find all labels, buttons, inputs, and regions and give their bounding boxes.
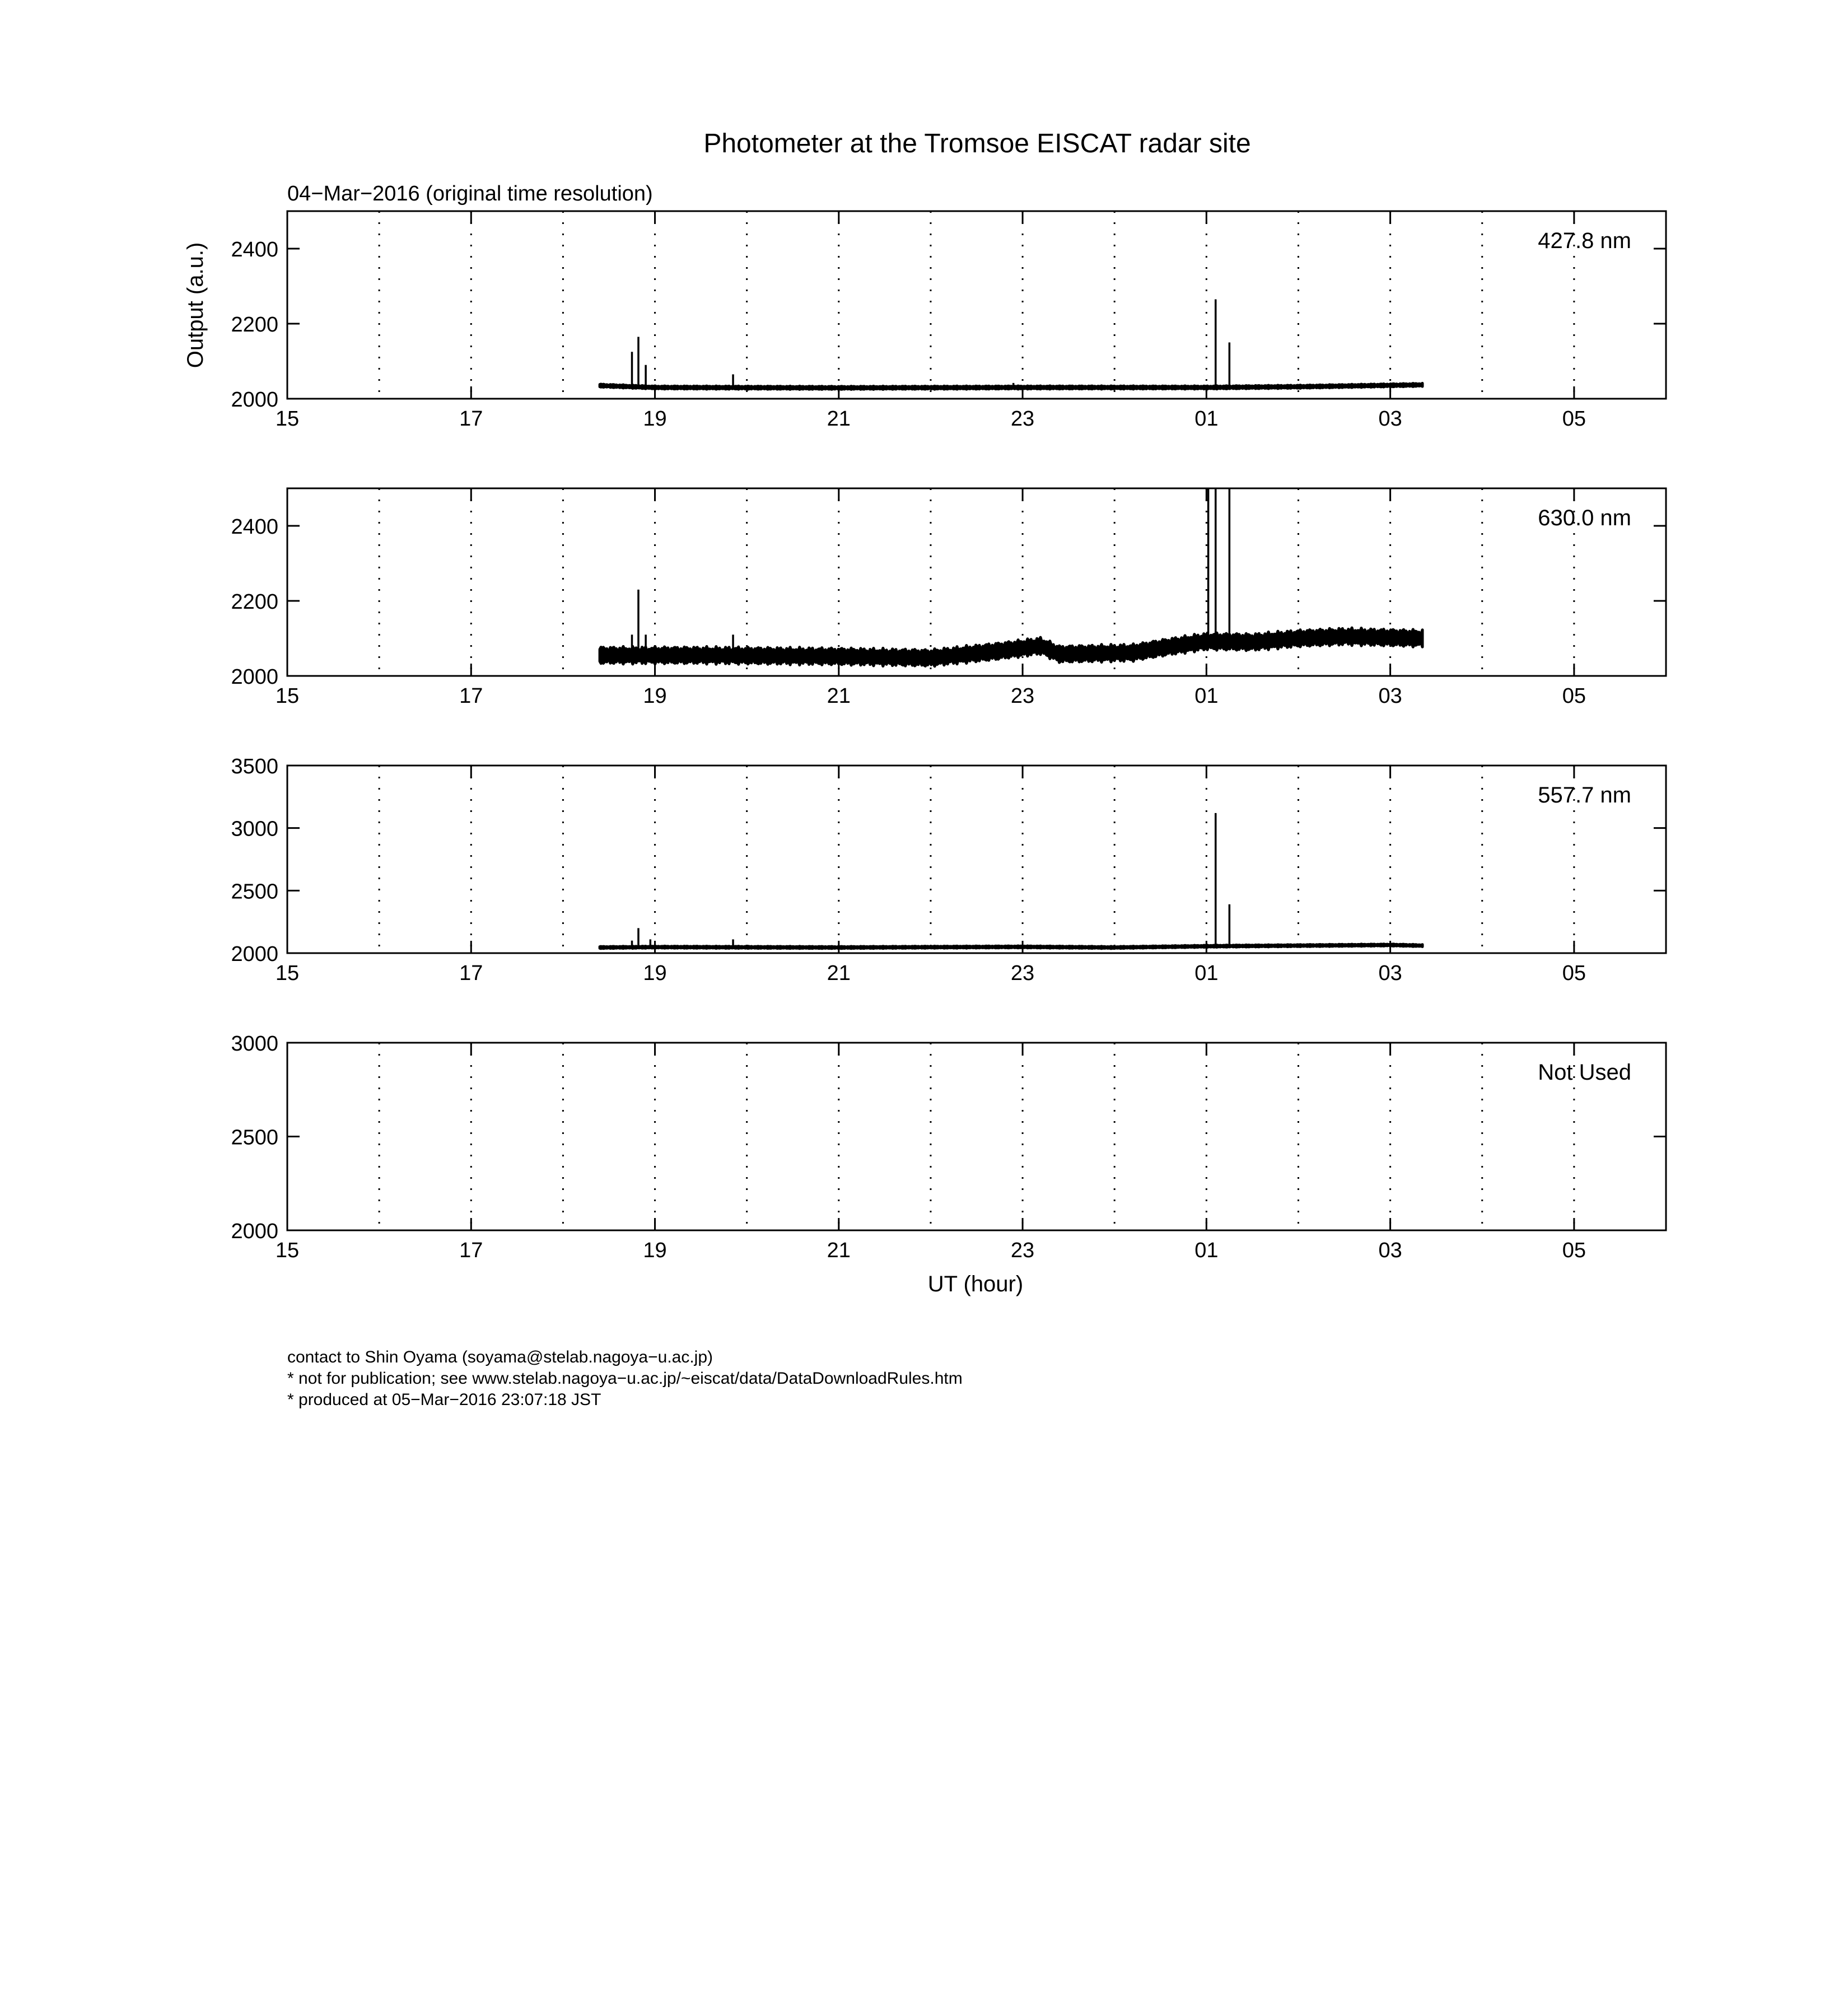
y-tick-label: 2000 — [231, 388, 278, 412]
panel-1 — [231, 211, 1666, 431]
y-tick-label: 3000 — [231, 1032, 278, 1056]
y-tick-label: 3500 — [231, 755, 278, 778]
y-tick-label: 2500 — [231, 1126, 278, 1150]
panel-label: Not Used — [1538, 1060, 1631, 1085]
series-trace — [600, 383, 1422, 389]
panel-4 — [231, 1032, 1666, 1262]
x-tick-label: 15 — [275, 407, 300, 431]
x-tick-label: 21 — [827, 1239, 851, 1262]
panel-label: 427.8 nm — [1538, 228, 1631, 253]
x-axis-label: UT (hour) — [927, 1272, 1024, 1296]
axes-frame — [287, 766, 1666, 953]
footer-produced: * produced at 05−Mar−2016 23:07:18 JST — [287, 1390, 601, 1409]
panel-label: 557.7 nm — [1538, 783, 1631, 808]
x-tick-label: 21 — [827, 684, 851, 708]
y-tick-label: 3000 — [231, 817, 278, 841]
x-tick-label: 05 — [1562, 962, 1586, 985]
x-tick-label: 19 — [643, 684, 667, 708]
x-tick-label: 03 — [1378, 684, 1402, 708]
x-tick-label: 19 — [643, 407, 667, 431]
x-tick-label: 17 — [459, 407, 483, 431]
x-tick-label: 21 — [827, 962, 851, 985]
x-tick-label: 05 — [1562, 1239, 1586, 1262]
y-tick-label: 2200 — [231, 590, 278, 614]
figure-title: Photometer at the Tromsoe EISCAT radar site — [703, 129, 1251, 158]
x-tick-label: 01 — [1194, 684, 1219, 708]
x-tick-label: 17 — [459, 962, 483, 985]
x-tick-label: 21 — [827, 407, 851, 431]
x-tick-label: 19 — [643, 1239, 667, 1262]
y-tick-label: 2000 — [231, 942, 278, 966]
figure-subtitle: 04−Mar−2016 (original time resolution) — [287, 182, 653, 206]
y-axis-label: Output (a.u.) — [183, 242, 208, 368]
y-tick-label: 2000 — [231, 665, 278, 689]
plot-panels — [231, 211, 1666, 1262]
panel-3 — [231, 755, 1666, 985]
y-tick-label: 2500 — [231, 880, 278, 904]
x-tick-label: 15 — [275, 1239, 300, 1262]
x-tick-label: 23 — [1010, 407, 1035, 431]
x-tick-label: 01 — [1194, 407, 1219, 431]
x-tick-label: 05 — [1562, 407, 1586, 431]
x-tick-label: 15 — [275, 962, 300, 985]
x-tick-label: 23 — [1010, 962, 1035, 985]
x-tick-label: 01 — [1194, 1239, 1219, 1262]
y-tick-label: 2200 — [231, 313, 278, 337]
x-tick-label: 19 — [643, 962, 667, 985]
x-tick-label: 23 — [1010, 684, 1035, 708]
footer-notes — [287, 1347, 963, 1411]
axes-frame — [287, 1043, 1666, 1230]
panel-label: 630.0 nm — [1538, 506, 1631, 530]
axes-frame — [287, 211, 1666, 399]
x-tick-label: 03 — [1378, 407, 1402, 431]
x-tick-label: 05 — [1562, 684, 1586, 708]
series-trace — [600, 944, 1422, 949]
x-tick-label: 03 — [1378, 962, 1402, 985]
x-tick-label: 15 — [275, 684, 300, 708]
panel-2 — [231, 488, 1666, 708]
x-tick-label: 03 — [1378, 1239, 1402, 1262]
y-tick-label: 2400 — [231, 515, 278, 539]
footer-disclaimer: * not for publication; see www.stelab.nagoya−u.ac.jp/~eiscat/data/DataDownloadRules.htm — [287, 1369, 963, 1388]
x-tick-label: 17 — [459, 684, 483, 708]
footer-contact: contact to Shin Oyama (soyama@stelab.nagoya−u.ac.jp) — [287, 1348, 713, 1366]
x-tick-label: 23 — [1010, 1239, 1035, 1262]
y-tick-label: 2000 — [231, 1220, 278, 1243]
x-tick-label: 17 — [459, 1239, 483, 1262]
x-tick-label: 01 — [1194, 962, 1219, 985]
y-tick-label: 2400 — [231, 238, 278, 262]
series-trace — [600, 628, 1422, 666]
